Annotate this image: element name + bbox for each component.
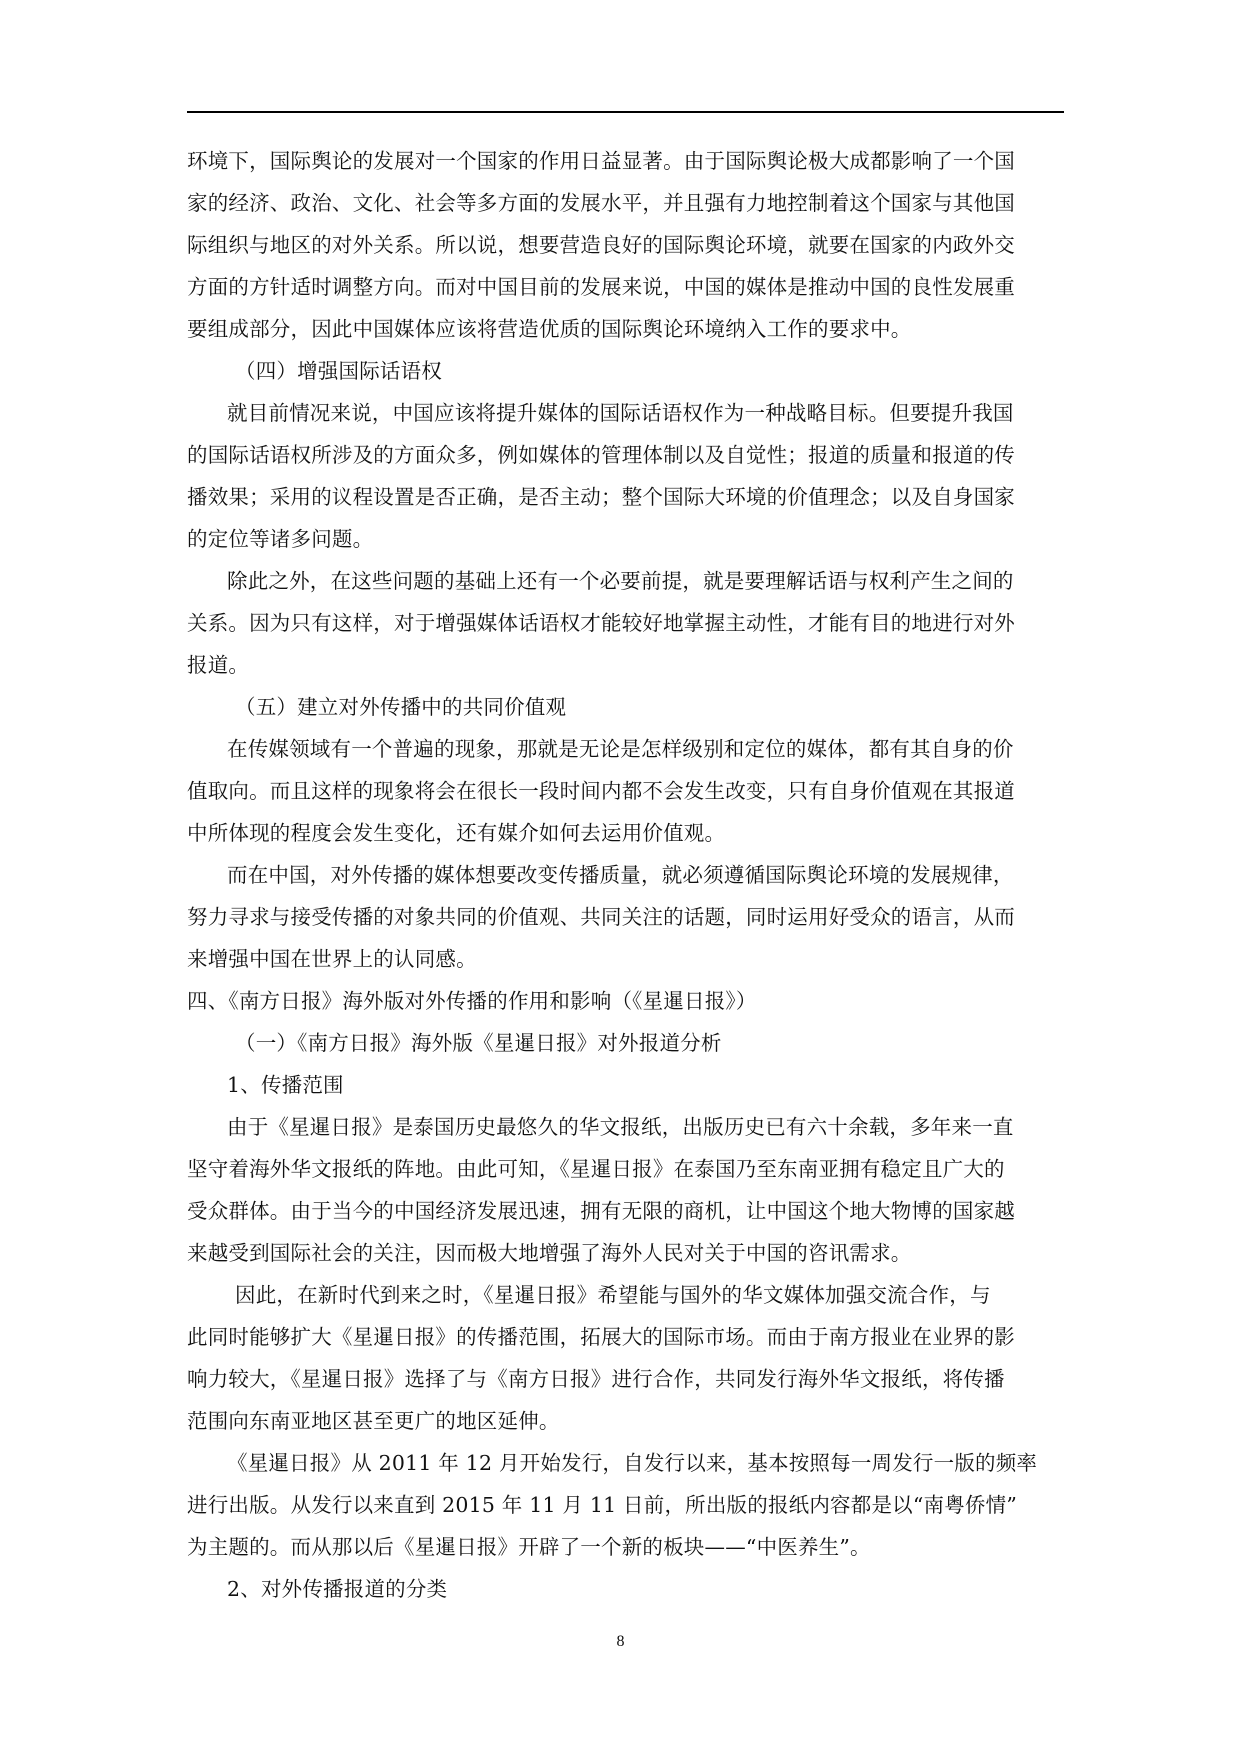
text-line: 中所体现的程度会发生变化，还有媒介如何去运用价值观。 xyxy=(187,821,726,845)
text-line: 环境下，国际舆论的发展对一个国家的作用日益显著。由于国际舆论极大成都影响了一个国 xyxy=(187,149,1015,173)
text-line: 响力较大，《星暹日报》选择了与《南方日报》进行合作，共同发行海外华文报纸，将传播 xyxy=(187,1367,1005,1391)
text-line: 的定位等诸多问题。 xyxy=(187,527,374,551)
text-line: 受众群体。由于当今的中国经济发展迅速，拥有无限的商机，让中国这个地大物博的国家越 xyxy=(187,1199,1015,1223)
header-rule xyxy=(187,111,1064,113)
text-line: 报道。 xyxy=(187,653,250,677)
page-number: 8 xyxy=(616,1633,625,1650)
section-heading: （五）建立对外传播中的共同价值观 xyxy=(235,695,567,719)
paragraph-first-line: 因此，在新时代到来之时，《星暹日报》希望能与国外的华文媒体加强交流合作，与 xyxy=(235,1283,991,1307)
text-line: 进行出版。从发行以来直到 2015 年 11 月 11 日前，所出版的报纸内容都是以“南粤侨情” xyxy=(187,1493,1017,1517)
section-heading: （四）增强国际话语权 xyxy=(235,359,442,383)
text-line: 坚守着海外华文报纸的阵地。由此可知，《星暹日报》在泰国乃至东南亚拥有稳定且广大的 xyxy=(187,1157,1005,1181)
text-line: 际组织与地区的对外关系。所以说，想要营造良好的国际舆论环境，就要在国家的内政外交 xyxy=(187,233,1015,257)
text-line: 来越受到国际社会的关注，因而极大地增强了海外人民对关于中国的咨讯需求。 xyxy=(187,1241,912,1265)
text-line: 此同时能够扩大《星暹日报》的传播范围，拓展大的国际市场。而由于南方报业在业界的影 xyxy=(187,1325,1015,1349)
text-line: 家的经济、政治、文化、社会等多方面的发展水平，并且强有力地控制着这个国家与其他国 xyxy=(187,191,1015,215)
subsection-heading: 2、对外传播报道的分类 xyxy=(227,1577,448,1601)
text-line: 方面的方针适时调整方向。而对中国目前的发展来说，中国的媒体是推动中国的良性发展重 xyxy=(187,275,1015,299)
section-heading: （一）《南方日报》海外版《星暹日报》对外报道分析 xyxy=(235,1031,722,1055)
chapter-heading: 四、《南方日报》海外版对外传播的作用和影响（《星暹日报》） xyxy=(187,989,757,1013)
paragraph-first-line: 由于《星暹日报》是泰国历史最悠久的华文报纸，出版历史已有六十余载，多年来一直 xyxy=(227,1115,1014,1139)
text-line: 为主题的。而从那以后《星暹日报》开辟了一个新的板块——“中医养生”。 xyxy=(187,1535,871,1559)
text-line: 来增强中国在世界上的认同感。 xyxy=(187,947,477,971)
text-line: 关系。因为只有这样，对于增强媒体话语权才能较好地掌握主动性，才能有目的地进行对外 xyxy=(187,611,1015,635)
text-line: 播效果；采用的议程设置是否正确，是否主动；整个国际大环境的价值理念；以及自身国家 xyxy=(187,485,1015,509)
text-line: 范围向东南亚地区甚至更广的地区延伸。 xyxy=(187,1409,560,1433)
text-line: 的国际话语权所涉及的方面众多，例如媒体的管理体制以及自觉性；报道的质量和报道的传 xyxy=(187,443,1015,467)
paragraph-first-line: 在传媒领域有一个普遍的现象，那就是无论是怎样级别和定位的媒体，都有其自身的价 xyxy=(227,737,1014,761)
paragraph-first-line: 就目前情况来说，中国应该将提升媒体的国际话语权作为一种战略目标。但要提升我国 xyxy=(227,401,1014,425)
text-line: 要组成部分，因此中国媒体应该将营造优质的国际舆论环境纳入工作的要求中。 xyxy=(187,317,912,341)
paragraph-first-line: 《星暹日报》从 2011 年 12 月开始发行，自发行以来，基本按照每一周发行一版的频率 xyxy=(227,1451,1038,1475)
text-line: 值取向。而且这样的现象将会在很长一段时间内都不会发生改变，只有自身价值观在其报道 xyxy=(187,779,1015,803)
subsection-heading: 1、传播范围 xyxy=(227,1073,344,1097)
document-body xyxy=(187,140,1064,1610)
paragraph-first-line: 除此之外，在这些问题的基础上还有一个必要前提，就是要理解话语与权利产生之间的 xyxy=(227,569,1014,593)
text-line: 努力寻求与接受传播的对象共同的价值观、共同关注的话题，同时运用好受众的语言，从而 xyxy=(187,905,1015,929)
paragraph-first-line: 而在中国，对外传播的媒体想要改变传播质量，就必须遵循国际舆论环境的发展规律， xyxy=(227,863,1014,887)
